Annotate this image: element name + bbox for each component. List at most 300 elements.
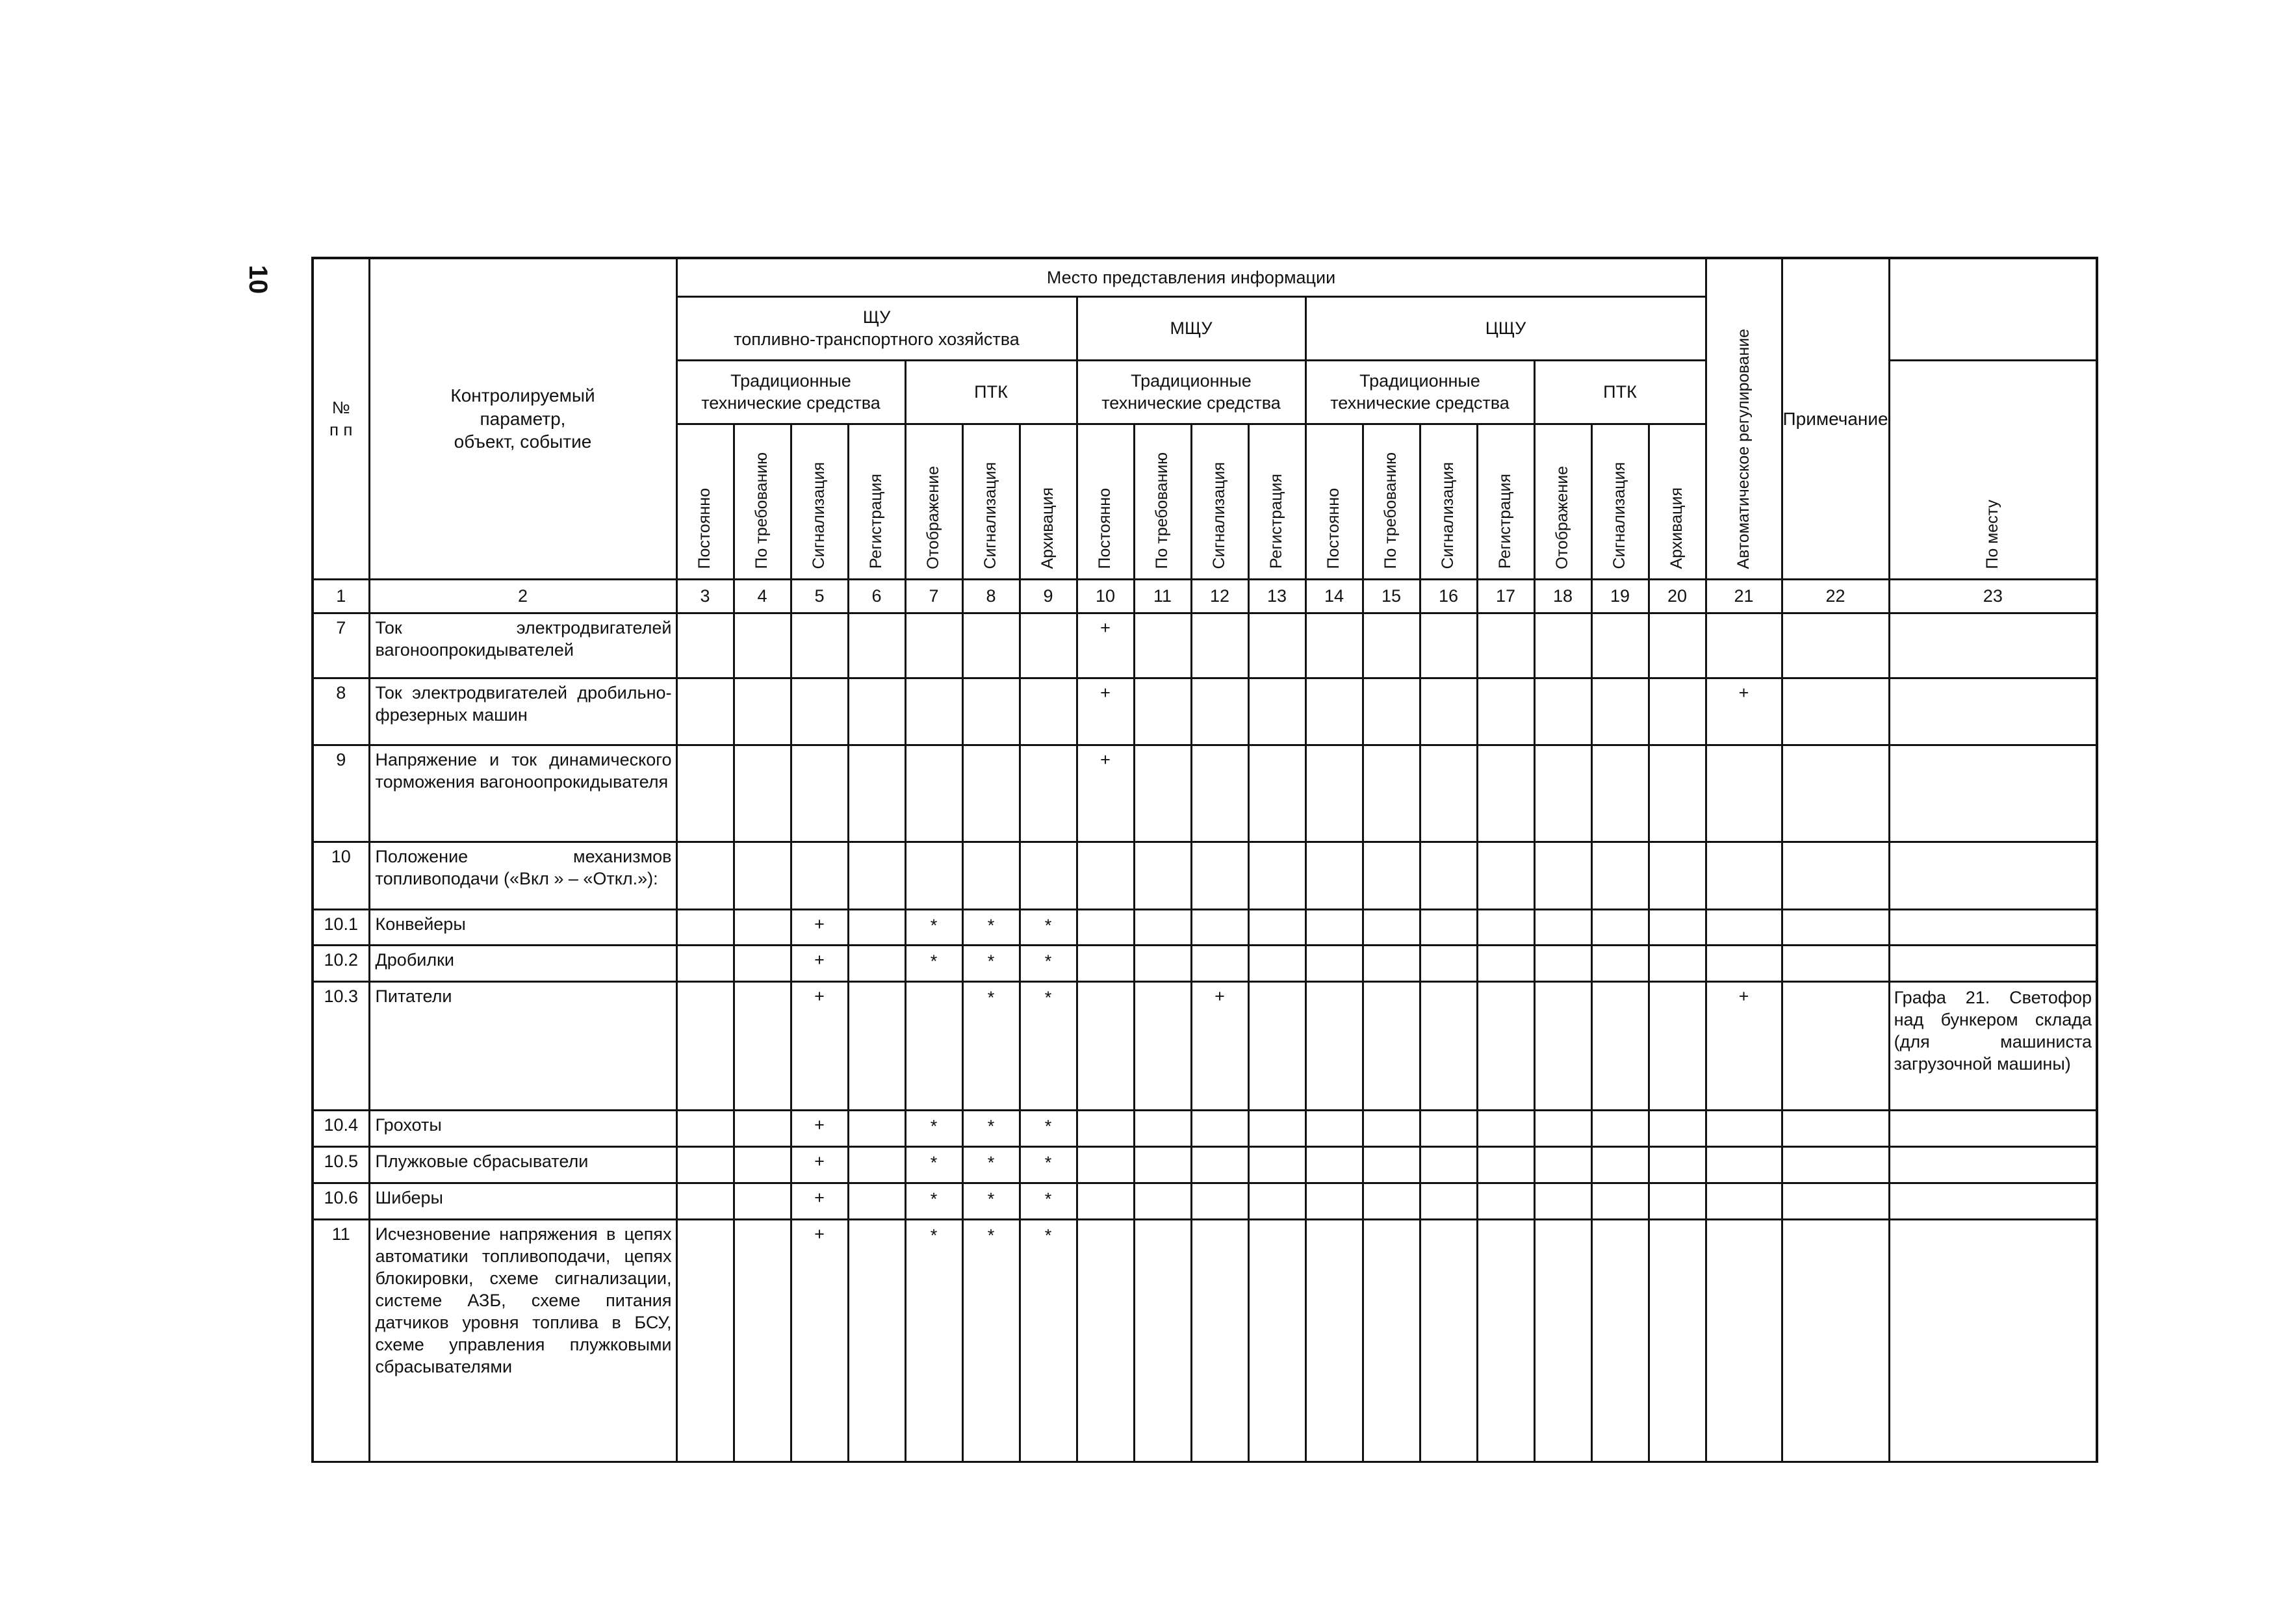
mark-cell bbox=[1420, 745, 1477, 842]
mark-cell bbox=[1191, 1146, 1248, 1183]
mark-cell bbox=[1020, 842, 1077, 909]
row-parameter: Шиберы bbox=[369, 1183, 676, 1219]
mark-cell bbox=[1363, 842, 1420, 909]
column-number: 2 bbox=[369, 579, 676, 613]
mark-cell bbox=[1591, 1146, 1649, 1183]
mark-cell: * bbox=[905, 1219, 962, 1462]
table-row bbox=[313, 981, 2097, 1110]
subheader-registration: Регистрация bbox=[1496, 474, 1515, 569]
mark-cell bbox=[1782, 613, 1889, 678]
mark-cell bbox=[1363, 1183, 1420, 1219]
mark-cell bbox=[1363, 945, 1420, 981]
mark-cell: * bbox=[962, 909, 1020, 945]
column-number: 5 bbox=[791, 579, 848, 613]
mark-cell bbox=[1782, 1146, 1889, 1183]
table-row bbox=[313, 1219, 2097, 1462]
mark-cell: * bbox=[962, 1146, 1020, 1183]
mark-cell bbox=[1305, 909, 1363, 945]
mark-cell bbox=[676, 842, 734, 909]
mark-cell bbox=[791, 678, 848, 745]
mark-cell bbox=[1649, 613, 1706, 678]
mark-cell bbox=[734, 1110, 791, 1146]
mark-cell bbox=[1706, 613, 1782, 678]
subheader-archiving: Архивация bbox=[1038, 487, 1057, 569]
mark-cell: + bbox=[791, 1110, 848, 1146]
mark-cell bbox=[1363, 613, 1420, 678]
mark-cell bbox=[1363, 981, 1420, 1110]
subheader-c6 bbox=[848, 424, 905, 579]
header-tsshchu-label: ЦЩУ bbox=[1485, 318, 1526, 338]
mark-cell bbox=[1248, 842, 1305, 909]
mark-cell: * bbox=[905, 1183, 962, 1219]
row-parameter: Плужковые сбрасыватели bbox=[369, 1146, 676, 1183]
mark-cell bbox=[1191, 678, 1248, 745]
mark-cell bbox=[734, 842, 791, 909]
column-number: 21 bbox=[1706, 579, 1782, 613]
subheader-c5 bbox=[791, 424, 848, 579]
mark-cell bbox=[1134, 745, 1191, 842]
column-number: 3 bbox=[676, 579, 734, 613]
mark-cell bbox=[1534, 613, 1591, 678]
subheader-c12 bbox=[1191, 424, 1248, 579]
mark-cell: + bbox=[791, 909, 848, 945]
subheader-c17 bbox=[1477, 424, 1534, 579]
column-number: 17 bbox=[1477, 579, 1534, 613]
header-shchu-traditional-label: Традиционные технические средства bbox=[701, 370, 880, 413]
mark-cell bbox=[1782, 945, 1889, 981]
mark-cell bbox=[1363, 909, 1420, 945]
mark-cell: + bbox=[791, 981, 848, 1110]
column-number: 11 bbox=[1134, 579, 1191, 613]
mark-cell bbox=[1649, 745, 1706, 842]
mark-cell bbox=[1782, 678, 1889, 745]
mark-cell bbox=[1248, 909, 1305, 945]
subheader-c14 bbox=[1305, 424, 1363, 579]
mark-cell bbox=[734, 745, 791, 842]
subheader-constantly: Постоянно bbox=[695, 488, 714, 569]
mark-cell bbox=[1191, 745, 1248, 842]
mark-cell bbox=[1363, 1110, 1420, 1146]
row-number: 10.1 bbox=[313, 909, 369, 945]
mark-cell bbox=[962, 613, 1020, 678]
mark-cell bbox=[676, 1219, 734, 1462]
subheader-registration: Регистрация bbox=[1267, 474, 1286, 569]
mark-cell bbox=[905, 745, 962, 842]
column-number: 16 bbox=[1420, 579, 1477, 613]
header-number-label: № п п bbox=[329, 398, 353, 440]
mark-cell bbox=[1591, 909, 1649, 945]
column-number: 4 bbox=[734, 579, 791, 613]
subheader-c15 bbox=[1363, 424, 1420, 579]
mark-cell bbox=[1591, 745, 1649, 842]
header-place-of-info-label: Место представления информации bbox=[1046, 267, 1336, 287]
mark-cell bbox=[1420, 613, 1477, 678]
column-number: 10 bbox=[1077, 579, 1134, 613]
mark-cell bbox=[1782, 745, 1889, 842]
mark-cell bbox=[848, 1219, 905, 1462]
table-row bbox=[313, 678, 2097, 745]
mark-cell bbox=[905, 842, 962, 909]
subheader-signaling: Сигнализация bbox=[810, 461, 829, 569]
mark-cell bbox=[734, 678, 791, 745]
subheader-registration: Регистрация bbox=[867, 474, 886, 569]
mark-cell bbox=[1248, 1219, 1305, 1462]
mark-cell bbox=[1591, 945, 1649, 981]
mark-cell bbox=[1420, 945, 1477, 981]
row-number: 7 bbox=[313, 613, 369, 678]
mark-cell bbox=[1706, 945, 1782, 981]
row-parameter: Конвейеры bbox=[369, 909, 676, 945]
mark-cell bbox=[791, 842, 848, 909]
mark-cell bbox=[1706, 1219, 1782, 1462]
subheader-c3 bbox=[676, 424, 734, 579]
mark-cell bbox=[734, 1183, 791, 1219]
mark-cell bbox=[1420, 1183, 1477, 1219]
mark-cell bbox=[1477, 678, 1534, 745]
mark-cell bbox=[1077, 909, 1134, 945]
mark-cell bbox=[1591, 981, 1649, 1110]
mark-cell bbox=[962, 745, 1020, 842]
subheader-signaling: Сигнализация bbox=[981, 461, 1000, 569]
subheader-c11 bbox=[1134, 424, 1191, 579]
mark-cell bbox=[1191, 1110, 1248, 1146]
mark-cell bbox=[791, 613, 848, 678]
row-note bbox=[1889, 1110, 2097, 1146]
mark-cell bbox=[1649, 1146, 1706, 1183]
header-shchu-label: ЩУ топливно-транспортного хозяйства bbox=[734, 307, 1020, 349]
row-parameter: Питатели bbox=[369, 981, 676, 1110]
mark-cell bbox=[1706, 1146, 1782, 1183]
mark-cell bbox=[1706, 1110, 1782, 1146]
mark-cell bbox=[1782, 1110, 1889, 1146]
header-tsshchu-ptk bbox=[1534, 360, 1706, 424]
column-number: 9 bbox=[1020, 579, 1077, 613]
mark-cell bbox=[734, 981, 791, 1110]
mark-cell bbox=[1534, 981, 1591, 1110]
mark-cell bbox=[1420, 1110, 1477, 1146]
mark-cell bbox=[1477, 613, 1534, 678]
mark-cell bbox=[1305, 1219, 1363, 1462]
mark-cell bbox=[734, 909, 791, 945]
row-parameter: Грохоты bbox=[369, 1110, 676, 1146]
mark-cell bbox=[1305, 613, 1363, 678]
mark-cell: * bbox=[1020, 945, 1077, 981]
mark-cell bbox=[676, 1110, 734, 1146]
mark-cell bbox=[1134, 613, 1191, 678]
header-mshchu bbox=[1077, 296, 1305, 360]
row-number: 11 bbox=[313, 1219, 369, 1462]
subheader-c4 bbox=[734, 424, 791, 579]
mark-cell bbox=[1134, 1183, 1191, 1219]
header-parameter-label: Контролируемый параметр, объект, событие bbox=[450, 385, 595, 452]
row-parameter: Исчезновение напряжения в цепях автоматики топливоподачи, цепях блокировки, схеме сигнализации, системе АЗБ, схеме питания датчиков уровня топлива в БСУ, схеме управления плужковыми сбрасывателями bbox=[369, 1219, 676, 1462]
mark-cell bbox=[1534, 909, 1591, 945]
mark-cell bbox=[1363, 745, 1420, 842]
mark-cell bbox=[676, 1146, 734, 1183]
column-number-row bbox=[313, 579, 2097, 613]
mark-cell bbox=[1477, 1110, 1534, 1146]
mark-cell bbox=[1363, 678, 1420, 745]
mark-cell bbox=[676, 613, 734, 678]
mark-cell bbox=[1134, 909, 1191, 945]
mark-cell: + bbox=[791, 1146, 848, 1183]
header-tsshchu bbox=[1305, 296, 1706, 360]
mark-cell bbox=[676, 909, 734, 945]
header-parameter bbox=[369, 258, 676, 579]
row-note bbox=[1889, 945, 2097, 981]
mark-cell bbox=[1077, 1110, 1134, 1146]
mark-cell bbox=[1591, 1219, 1649, 1462]
header-note-label: Примечание bbox=[1782, 408, 1888, 429]
mark-cell bbox=[905, 678, 962, 745]
mark-cell bbox=[1420, 678, 1477, 745]
subheader-c18 bbox=[1534, 424, 1591, 579]
subheader-c9 bbox=[1020, 424, 1077, 579]
mark-cell bbox=[1420, 1219, 1477, 1462]
mark-cell bbox=[1134, 1110, 1191, 1146]
mark-cell bbox=[1077, 842, 1134, 909]
mark-cell bbox=[905, 613, 962, 678]
column-number: 6 bbox=[848, 579, 905, 613]
row-parameter: Дробилки bbox=[369, 945, 676, 981]
table-row bbox=[313, 945, 2097, 981]
subheader-signaling: Сигнализация bbox=[1439, 461, 1458, 569]
table-row bbox=[313, 909, 2097, 945]
mark-cell bbox=[848, 613, 905, 678]
mark-cell: * bbox=[1020, 1146, 1077, 1183]
table-row bbox=[313, 613, 2097, 678]
row-note bbox=[1889, 1183, 2097, 1219]
mark-cell bbox=[791, 745, 848, 842]
mark-cell: * bbox=[962, 1183, 1020, 1219]
column-number: 19 bbox=[1591, 579, 1649, 613]
mark-cell: * bbox=[1020, 1183, 1077, 1219]
subheader-display: Отображение bbox=[1553, 465, 1572, 569]
row-number: 10 bbox=[313, 842, 369, 909]
row-note bbox=[1889, 1146, 2097, 1183]
table-row bbox=[313, 842, 2097, 909]
mark-cell bbox=[1649, 1219, 1706, 1462]
mark-cell bbox=[676, 678, 734, 745]
column-number: 22 bbox=[1782, 579, 1889, 613]
subheader-c16 bbox=[1420, 424, 1477, 579]
mark-cell: * bbox=[962, 1219, 1020, 1462]
mark-cell bbox=[1191, 1219, 1248, 1462]
mark-cell bbox=[676, 1183, 734, 1219]
mark-cell bbox=[1248, 1110, 1305, 1146]
mark-cell bbox=[848, 678, 905, 745]
mark-cell bbox=[1782, 981, 1889, 1110]
mark-cell bbox=[848, 945, 905, 981]
mark-cell bbox=[1591, 842, 1649, 909]
mark-cell: + bbox=[1706, 678, 1782, 745]
mark-cell bbox=[1534, 945, 1591, 981]
mark-cell bbox=[1477, 1183, 1534, 1219]
mark-cell bbox=[1534, 678, 1591, 745]
mark-cell bbox=[1191, 1183, 1248, 1219]
mark-cell: * bbox=[962, 945, 1020, 981]
mark-cell bbox=[1305, 945, 1363, 981]
row-note bbox=[1889, 678, 2097, 745]
column-number: 12 bbox=[1191, 579, 1248, 613]
mark-cell bbox=[1649, 1183, 1706, 1219]
row-note bbox=[1889, 613, 2097, 678]
mark-cell bbox=[1477, 981, 1534, 1110]
mark-cell: * bbox=[1020, 1219, 1077, 1462]
mark-cell bbox=[1782, 1219, 1889, 1462]
mark-cell bbox=[1248, 981, 1305, 1110]
row-note bbox=[1889, 909, 2097, 945]
header-shchu-traditional bbox=[676, 360, 905, 424]
mark-cell bbox=[962, 678, 1020, 745]
header-auto-regulation-label: Автоматическое регулирование bbox=[1734, 328, 1753, 569]
mark-cell bbox=[1363, 1219, 1420, 1462]
mark-cell bbox=[1591, 613, 1649, 678]
mark-cell bbox=[1191, 909, 1248, 945]
mark-cell bbox=[676, 945, 734, 981]
mark-cell bbox=[1134, 945, 1191, 981]
mark-cell bbox=[1248, 1146, 1305, 1183]
mark-cell bbox=[1420, 909, 1477, 945]
mark-cell bbox=[848, 909, 905, 945]
header-shchu-ptk bbox=[905, 360, 1077, 424]
mark-cell: * bbox=[1020, 981, 1077, 1110]
table-body bbox=[313, 613, 2097, 1462]
subheader-c10 bbox=[1077, 424, 1134, 579]
column-number: 15 bbox=[1363, 579, 1420, 613]
table-row bbox=[313, 1183, 2097, 1219]
row-number: 10.3 bbox=[313, 981, 369, 1110]
mark-cell bbox=[1134, 981, 1191, 1110]
mark-cell bbox=[1134, 1219, 1191, 1462]
header-tsshchu-traditional-label: Традиционные технические средства bbox=[1330, 370, 1510, 413]
mark-cell bbox=[1134, 678, 1191, 745]
mark-cell bbox=[1305, 678, 1363, 745]
mark-cell bbox=[1706, 745, 1782, 842]
column-number: 1 bbox=[313, 579, 369, 613]
header-auto-regulation bbox=[1706, 258, 1782, 579]
mark-cell bbox=[1305, 1183, 1363, 1219]
mark-cell bbox=[1020, 678, 1077, 745]
mark-cell bbox=[1706, 842, 1782, 909]
header-mshchu-label: МЩУ bbox=[1170, 318, 1213, 338]
mark-cell: * bbox=[905, 945, 962, 981]
mark-cell bbox=[1248, 678, 1305, 745]
mark-cell bbox=[1420, 1146, 1477, 1183]
header-tsshchu-traditional bbox=[1305, 360, 1534, 424]
mark-cell bbox=[1305, 981, 1363, 1110]
mark-cell: * bbox=[905, 1110, 962, 1146]
mark-cell: + bbox=[1191, 981, 1248, 1110]
subheader-c7 bbox=[905, 424, 962, 579]
mark-cell: + bbox=[1077, 745, 1134, 842]
mark-cell bbox=[1077, 945, 1134, 981]
header-tsshchu-ptk-label: ПТК bbox=[1603, 381, 1637, 402]
subheader-on-demand: По требованию bbox=[1382, 452, 1400, 569]
mark-cell: + bbox=[791, 1219, 848, 1462]
mark-cell bbox=[1534, 1110, 1591, 1146]
row-note bbox=[1889, 1219, 2097, 1462]
mark-cell bbox=[1134, 842, 1191, 909]
mark-cell bbox=[734, 1146, 791, 1183]
mark-cell bbox=[1248, 1183, 1305, 1219]
subheader-c8 bbox=[962, 424, 1020, 579]
mark-cell bbox=[1649, 1110, 1706, 1146]
mark-cell bbox=[1305, 1146, 1363, 1183]
mark-cell bbox=[1591, 1183, 1649, 1219]
mark-cell bbox=[734, 945, 791, 981]
mark-cell bbox=[1248, 613, 1305, 678]
row-number: 9 bbox=[313, 745, 369, 842]
column-number: 23 bbox=[1889, 579, 2097, 613]
mark-cell bbox=[962, 842, 1020, 909]
mark-cell: + bbox=[791, 1183, 848, 1219]
mark-cell bbox=[1706, 1183, 1782, 1219]
mark-cell bbox=[1782, 1183, 1889, 1219]
mark-cell bbox=[1134, 1146, 1191, 1183]
mark-cell bbox=[676, 981, 734, 1110]
header-place-of-info bbox=[676, 258, 1706, 296]
header-mshchu-traditional-label: Традиционные технические средства bbox=[1101, 370, 1281, 413]
row-number: 10.4 bbox=[313, 1110, 369, 1146]
mark-cell bbox=[734, 1219, 791, 1462]
mark-cell: + bbox=[1706, 981, 1782, 1110]
mark-cell bbox=[1591, 678, 1649, 745]
mark-cell bbox=[1782, 842, 1889, 909]
column-number: 7 bbox=[905, 579, 962, 613]
mark-cell bbox=[848, 1146, 905, 1183]
mark-cell bbox=[1305, 842, 1363, 909]
subheader-c19 bbox=[1591, 424, 1649, 579]
header-number bbox=[313, 258, 369, 579]
mark-cell bbox=[1649, 981, 1706, 1110]
mark-cell bbox=[1477, 909, 1534, 945]
mark-cell bbox=[676, 745, 734, 842]
row-note bbox=[1889, 745, 2097, 842]
column-number: 20 bbox=[1649, 579, 1706, 613]
mark-cell: * bbox=[962, 1110, 1020, 1146]
table-row bbox=[313, 1110, 2097, 1146]
header-local bbox=[1889, 360, 2097, 579]
mark-cell bbox=[1420, 981, 1477, 1110]
subheader-on-demand: По требованию bbox=[1153, 452, 1172, 569]
mark-cell: + bbox=[1077, 613, 1134, 678]
subheader-c20 bbox=[1649, 424, 1706, 579]
information-table bbox=[311, 257, 2098, 1463]
subheader-display: Отображение bbox=[924, 465, 943, 569]
mark-cell bbox=[1591, 1110, 1649, 1146]
mark-cell: * bbox=[1020, 1110, 1077, 1146]
row-parameter: Положение механизмов топливоподачи («Вкл » – «Откл.»): bbox=[369, 842, 676, 909]
mark-cell bbox=[1534, 1146, 1591, 1183]
mark-cell bbox=[1191, 613, 1248, 678]
mark-cell bbox=[1534, 842, 1591, 909]
mark-cell: * bbox=[962, 981, 1020, 1110]
header-shchu bbox=[676, 296, 1077, 360]
mark-cell bbox=[848, 745, 905, 842]
table-row bbox=[313, 1146, 2097, 1183]
column-number: 8 bbox=[962, 579, 1020, 613]
subheader-c13 bbox=[1248, 424, 1305, 579]
mark-cell bbox=[1649, 945, 1706, 981]
mark-cell bbox=[1077, 1183, 1134, 1219]
mark-cell: * bbox=[905, 1146, 962, 1183]
subheader-constantly: Постоянно bbox=[1096, 488, 1114, 569]
page-number: 10 bbox=[244, 264, 273, 294]
subheader-archiving: Архивация bbox=[1667, 487, 1686, 569]
mark-cell bbox=[848, 842, 905, 909]
row-number: 10.2 bbox=[313, 945, 369, 981]
